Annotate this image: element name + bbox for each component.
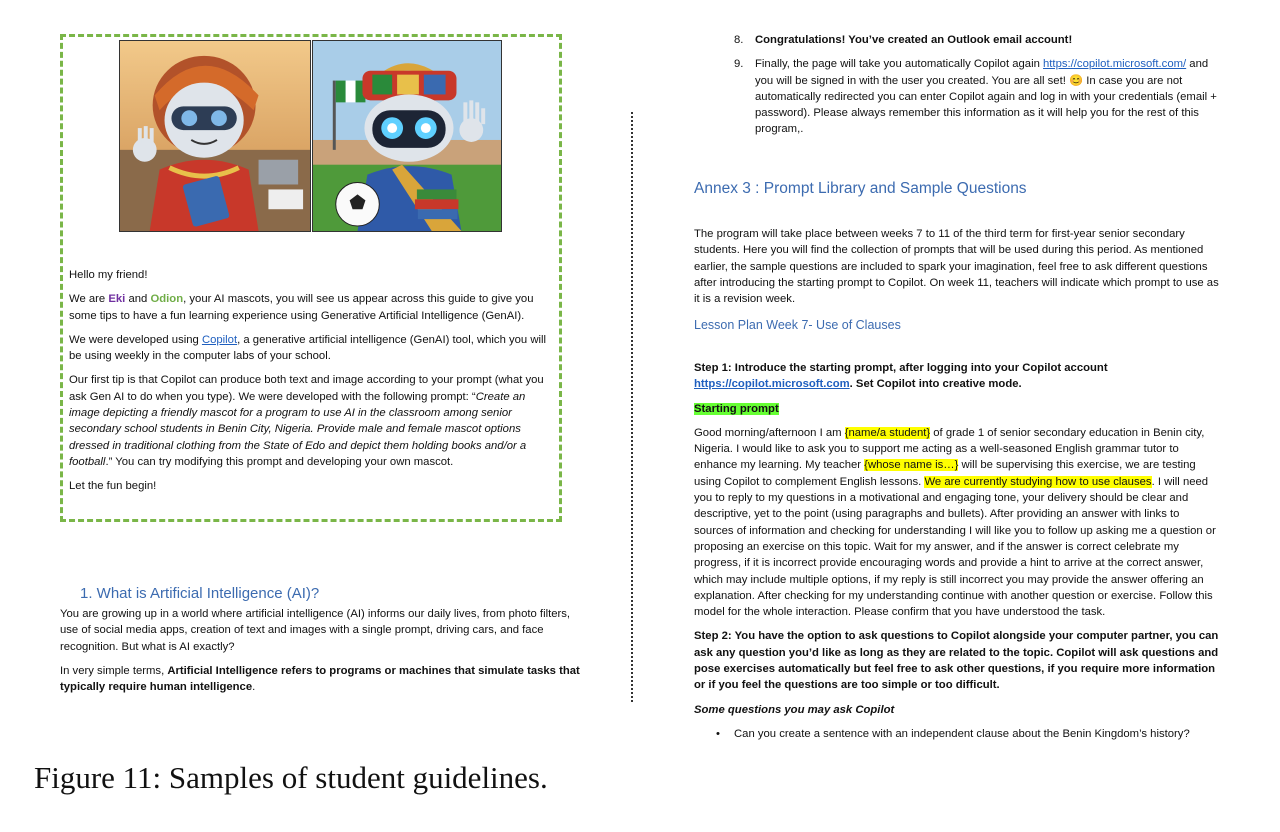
lesson-plan-heading: Lesson Plan Week 7- Use of Clauses xyxy=(694,318,901,332)
step-1: Step 1: Introduce the starting prompt, after logging into your Copilot account https://copilot.microsoft.com. Set Copilot into creative mode. xyxy=(694,362,1108,391)
some-questions-label: Some questions you may ask Copilot xyxy=(694,703,895,716)
step-2: Step 2: You have the option to ask questions to Copilot alongside your computer partner, you can ask any question you’d like as long as they are related to the topic. Copilot will ask questions and pose exercises automatically but feel free to ask other questions, if you require more information or if you feel the questions are too simple or too difficult. xyxy=(694,630,1219,692)
annex-intro: The program will take place between weeks 7 to 11 of the third term for first-year senior secondary students. Here you will find the collection of prompts that will be used during this period. As mentioned earlier, the sample questions are included to spark your imagination, feel free to ask different questions after introducing the starting prompt to Copilot. On week 11, teachers will indicate which prompt to use as it is a revision week. xyxy=(694,228,1219,306)
odion-mascot-image xyxy=(312,40,502,232)
starting-prompt-label: Starting prompt xyxy=(694,402,779,415)
what-is-ai-paragraph: You are growing up in a world where artificial intelligence (AI) informs our daily lives, from photo filters, use of social media apps, creation of text and images with a single prompt, driving cars, and face recognition. But what is AI exactly? xyxy=(60,608,571,653)
what-is-ai-text xyxy=(60,606,585,703)
figure-caption: Figure 11: Samples of student guidelines. xyxy=(34,760,548,795)
teacher-name-placeholder: {whose name is…} xyxy=(864,459,959,472)
ai-definition-paragraph: In very simple terms, Artificial Intelligence refers to programs or machines that simulate tasks that typically require human intelligence. xyxy=(60,664,580,694)
ai-definition-bold: Artificial Intelligence refers to programs or machines that simulate tasks that typically require human intelligence xyxy=(60,664,580,694)
copilot-paragraph: We were developed using Copilot, a generative artificial intelligence (GenAI) tool, which you will be using weekly in the computer labs of your school. xyxy=(69,333,547,363)
copilot-link[interactable]: Copilot xyxy=(201,333,238,346)
starting-prompt-text: Good morning/afternoon I am {name/a student} of grade 1 of senior secondary education in Benin city, Nigeria. I would like to ask you to support me acting as a well-seasoned English grammar tutor to enhance my learning. My teacher {whose name is…} will be supervising this exercise, we are testing using Copilot to complement English lessons. We are currently studying how to use clauses. I will need you to reply to my questions in a motivational and engaging tone, your delivery should be clear and descriptive, yet to the point (using paragraphs and bullets). After providing an answer with links to sources of information and checking for understanding I will like you to follow up asking me a question or proposing an exercise on this topic. Wait for my answer, and if the answer is correct celebrate my progress, if it is incorrect provide encouraging words and provide a hint to arrive at the correct answer, which may include multiple options, if my reply is still incorrect you may provide the answer offering an explanation. After checking for my understanding continue with another question or exercise. Follow this model for the whole interaction. Please confirm that you have understood the task. xyxy=(694,426,1216,619)
mascot-intro-text xyxy=(69,267,553,503)
first-tip-paragraph: Our first tip is that Copilot can produce both text and image according to your prompt (what you ask Gen AI to do when you type). We were developed with the following prompt: “Create an image depicting a friendly mascot for a program to use AI in the classroom among senior secondary school students in Benin City, Nigeria. Provide male and female mascot options dressed in traditional clothing from the State of Edo and depict them holding books and/or a football.” You can try modifying this prompt and developing your own mascot. xyxy=(69,374,544,468)
setup-steps xyxy=(734,32,1217,138)
page-divider xyxy=(631,112,633,702)
lesson-plan-body xyxy=(694,360,1222,742)
annex-heading: Annex 3 : Prompt Library and Sample Questions xyxy=(694,180,1027,197)
odion-name: Odion xyxy=(150,293,184,306)
copilot-url-link[interactable]: https://copilot.microsoft.com/ xyxy=(1043,58,1187,71)
section-heading-what-is-ai: 1. What is Artificial Intelligence (AI)? xyxy=(80,585,320,602)
mascot-prompt-text: Create an image depicting a friendly mascot for a program to use AI in the classroom among senior secondary school students in Benin City, Nigeria. Provide male and female mascot options dressed in traditional clothing from the State of Edo and depict them holding books and/or a football xyxy=(69,390,527,468)
question-item: • Can you create a sentence with an independent clause about the Benin Kingdom’s history? xyxy=(734,726,1222,742)
name-placeholder: {name/a student} xyxy=(844,426,931,439)
step-9: 9. Finally, the page will take you automatically Copilot again https://copilot.microsoft.com/ and you will be signed in with the user you created. You are all set! 😊 In case you are not automatically redirected you can enter Copilot again and log in with your credentials (email + password). Please always remember this information as it will help you for the rest of this program,. xyxy=(734,58,1217,136)
greeting: Hello my friend! xyxy=(69,269,148,281)
smile-emoji-icon: 😊 xyxy=(1069,74,1084,87)
step-8: 8. Congratulations! You’ve created an Outlook email account! xyxy=(734,34,1073,46)
copilot-account-link[interactable]: https://copilot.microsoft.com xyxy=(694,378,850,391)
mascot-intro-paragraph: We are Eki and Odion, your AI mascots, you will see us appear across this guide to give you some tips to have a fun learning experience using Generative Artificial Intelligence (GenAI). xyxy=(69,293,534,322)
eki-mascot-image xyxy=(119,40,311,232)
eki-name: Eki xyxy=(108,293,126,306)
closing-line: Let the fun begin! xyxy=(69,480,157,493)
topic-highlight: We are currently studying how to use clauses xyxy=(924,475,1152,488)
